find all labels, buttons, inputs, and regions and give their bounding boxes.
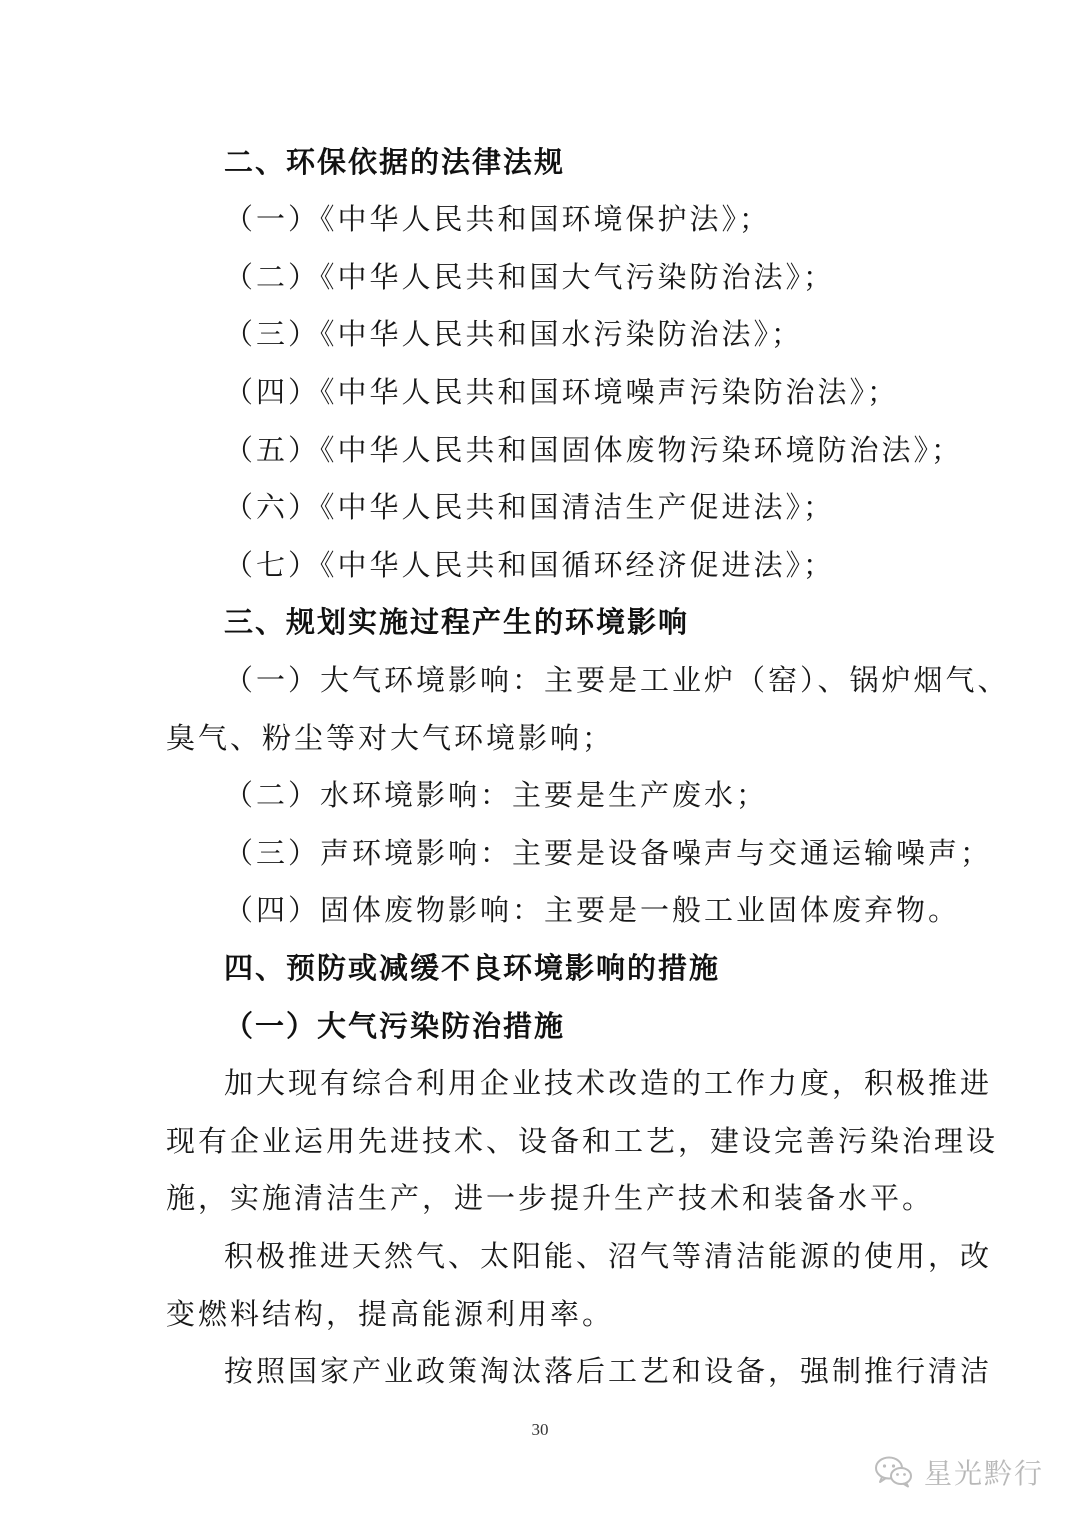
impact-item-solid-waste: （四）固体废物影响：主要是一般工业固体废弃物。	[224, 893, 961, 927]
paragraph-line: 积极推进天然气、太阳能、沼气等清洁能源的使用，改	[224, 1239, 993, 1273]
subsection-heading-air-pollution: （一）大气污染防治措施	[224, 1009, 566, 1043]
section-heading-2: 二、环保依据的法律法规	[224, 145, 566, 179]
section-heading-4: 四、预防或减缓不良环境影响的措施	[224, 951, 721, 985]
wechat-icon	[874, 1455, 914, 1489]
law-list-item: （三）《中华人民共和国水污染防治法》；	[224, 317, 804, 351]
law-list-item: （二）《中华人民共和国大气污染防治法》；	[224, 260, 836, 294]
paragraph-line: 加大现有综合利用企业技术改造的工作力度，积极推进	[224, 1066, 993, 1100]
paragraph-line: 施，实施清洁生产，进一步提升生产技术和装备水平。	[166, 1181, 935, 1215]
impact-item-water: （二）水环境影响：主要是生产废水；	[224, 778, 769, 812]
impact-item-air-line2: 臭气、粉尘等对大气环境影响；	[166, 721, 615, 755]
watermark-text: 星光黔行	[923, 1457, 1044, 1490]
impact-item-noise: （三）声环境影响：主要是设备噪声与交通运输噪声；	[224, 836, 993, 870]
law-list-item: （六）《中华人民共和国清洁生产促进法》；	[224, 490, 836, 524]
law-list-item: （一）《中华人民共和国环境保护法》；	[224, 202, 772, 236]
watermark	[874, 1452, 1044, 1492]
impact-item-air-line1: （一）大气环境影响：主要是工业炉（窑）、锅炉烟气、	[224, 663, 1010, 697]
section-heading-3: 三、规划实施过程产生的环境影响	[224, 605, 690, 639]
paragraph-line: 按照国家产业政策淘汰落后工艺和设备，强制推行清洁	[224, 1354, 993, 1388]
paragraph-line: 变燃料结构，提高能源利用率。	[166, 1297, 615, 1331]
law-list-item: （四）《中华人民共和国环境噪声污染防治法》；	[224, 375, 900, 409]
law-list-item: （五）《中华人民共和国固体废物污染环境防治法》；	[224, 433, 964, 467]
law-list-item: （七）《中华人民共和国循环经济促进法》；	[224, 548, 836, 582]
page-number: 30	[531, 1420, 549, 1439]
paragraph-line: 现有企业运用先进技术、设备和工艺，建设完善污染治理设	[166, 1124, 999, 1158]
